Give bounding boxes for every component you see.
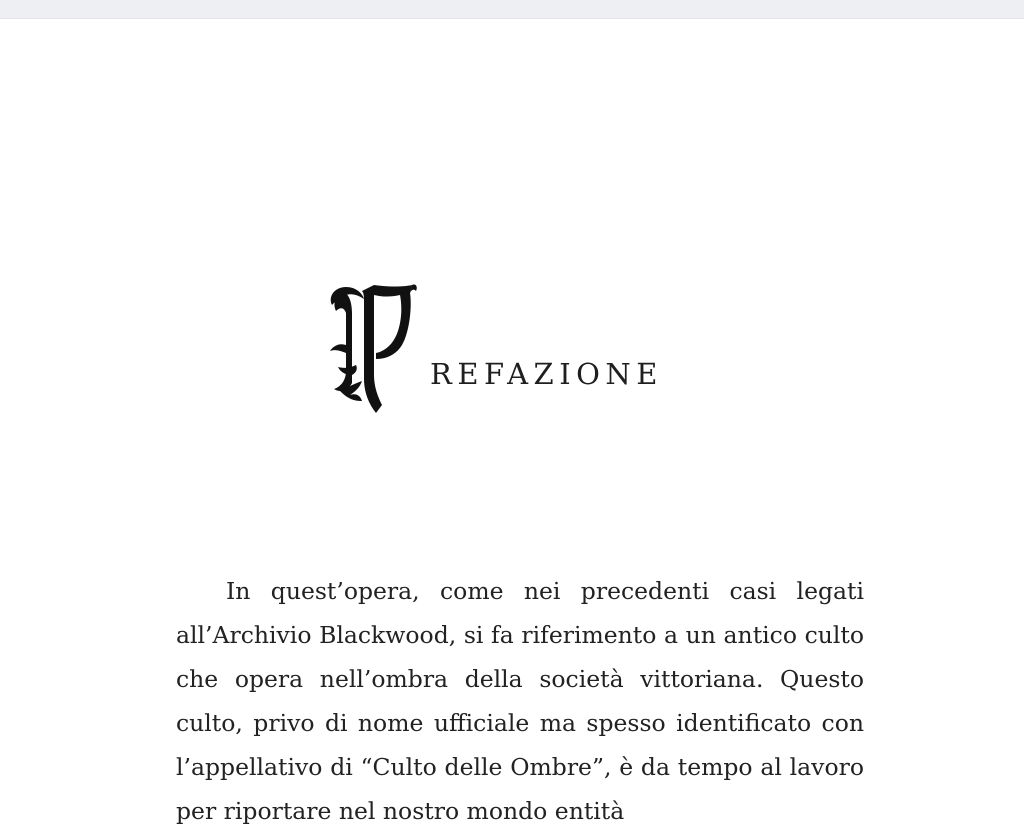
body-text (176, 569, 864, 833)
paragraph: In quest’opera, come nei precedenti casi legati all’Archivio Blackwood, si fa riferimento a un antico culto che opera nell’ombra della società vittoriana. Questo culto, privo di nome ufficiale ma spesso identificato con l’appellativo di “Culto delle Ombre”, è da tempo al lavoro per riportare nel nostro mondo entità (176, 577, 864, 825)
dropcap-p-ornament (326, 283, 418, 417)
top-bar (0, 0, 1024, 19)
chapter-title-rest: REFAZIONE (430, 357, 663, 391)
book-page (0, 19, 1024, 839)
chapter-heading (326, 277, 663, 417)
